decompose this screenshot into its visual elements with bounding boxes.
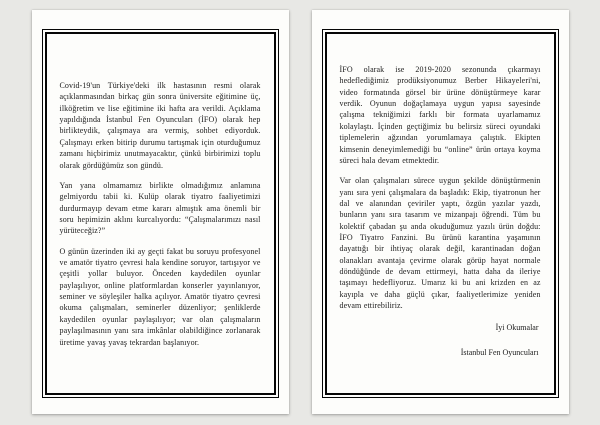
signature: İstanbul Fen Oyuncuları xyxy=(460,347,539,357)
left-page-frame xyxy=(42,29,279,398)
right-page xyxy=(312,10,569,414)
right-page-frame xyxy=(322,29,559,398)
paragraph: Var olan çalışmaları sürece uygun şekilde dönüştürmenin yanı sıra yeni çalışmalara da başladık: Ekip, tiyatronun her dal ve alanından çeviriler yaptı, özgün yazılar yazdı, bunların yanı sıra tasarım ve mizanpajı öğrendi. Tüm bu kolektif çabadan şu anda okuduğumuz yazılı ürün doğdu: İFO Tiyatro Fanzini. Bu ürünü karantina yaşamının dayattığı bir ihtiyaç olarak değil, karantinadan doğan olanakları avantaja çevirme olarak görüp hayat normale döndüğünde de devam ettirmeyi, hatta daha da ileriye taşımayı hedefliyoruz. Umarız ki bu ani krizden en az kayıpla ve daha güçlü çıkar, faaliyetlerimize yeniden devam ettirebiliriz. xyxy=(339,176,541,311)
paragraph: Covid-19'un Türkiye'deki ilk hastasının resmi olarak açıklanmasından birkaç gün sonra üniversite eğitimine üç, ilköğretim ve lise eğitimine iki hafta ara verildi. Açıklama yapıldığında İstanbul Fen Oyuncuları (İFO) olarak hep birlikteydik, çalışmaya ara vermiş, sohbet ediyorduk. Çalışmayı erken bitirip durumu tartışmak için oturduğumuz zamanı hiçbirimiz unutmayacaktır, çünkü birbirimizi toplu olarak gördüğümüz son gündü. xyxy=(59,81,261,170)
left-page-frame-inner xyxy=(45,32,276,395)
left-page xyxy=(32,10,289,414)
paragraph: O günün üzerinden iki ay geçti fakat bu soruyu profesyonel ve amatör tiyatro çevresi hala kendine soruyor, tartışıyor ve çeşitli yollar buluyor. Önceden kaydedilen oyunlar paylaşılıyor, online platformlardan konserler yayınlanıyor, seminer ve söyleşiler halka açılıyor. Amatör tiyatro çevresi okuma çalışmaları, seminerler düzenliyor; şenliklerde kaydedilen oyunlar paylaşılıyor; var olan çalışmaların paylaşılmasının yanı sıra imkânlar olabildiğince zorlanarak üretime yavaş yavaş tekrardan başlanıyor. xyxy=(59,246,261,347)
left-page-content xyxy=(60,44,261,348)
closing-salutation: İyi Okumalar xyxy=(495,322,539,332)
paragraph: Yan yana olmamamız birlikte olmadığımız anlamına gelmiyordu tabii ki. Kulüp olarak tiyatro faaliyetimizi durdurmayıp devam etme kararı almıştık ama önemli bir soru hepimizin aklını kurcalıyordu: “Çalışmalarımızı nasıl yürüteceğiz?” xyxy=(59,180,261,236)
right-page-content xyxy=(340,44,541,358)
paragraph: İFO olarak ise 2019-2020 sezonunda çıkarmayı hedeflediğimiz prodüksiyonumuz Berber Hikayeleri'ni, video formatında görsel bir ürüne dönüştürmeye karar verdik. Oyunun doğaçlamaya uygun yapısı sayesinde çalışma tekniğimizi farklı bir formata uyarlamamız kolaylaştı. İçinden geçtiğimiz bu belirsiz süreci oyundaki tiplemelerin ağzından yorumlamaya çalıştık. Ekipten kimsenin deneyimlemediği bu “online” ürün ortaya koyma süreci hala devam etmektedir. xyxy=(339,65,541,165)
right-page-frame-inner xyxy=(325,32,556,395)
